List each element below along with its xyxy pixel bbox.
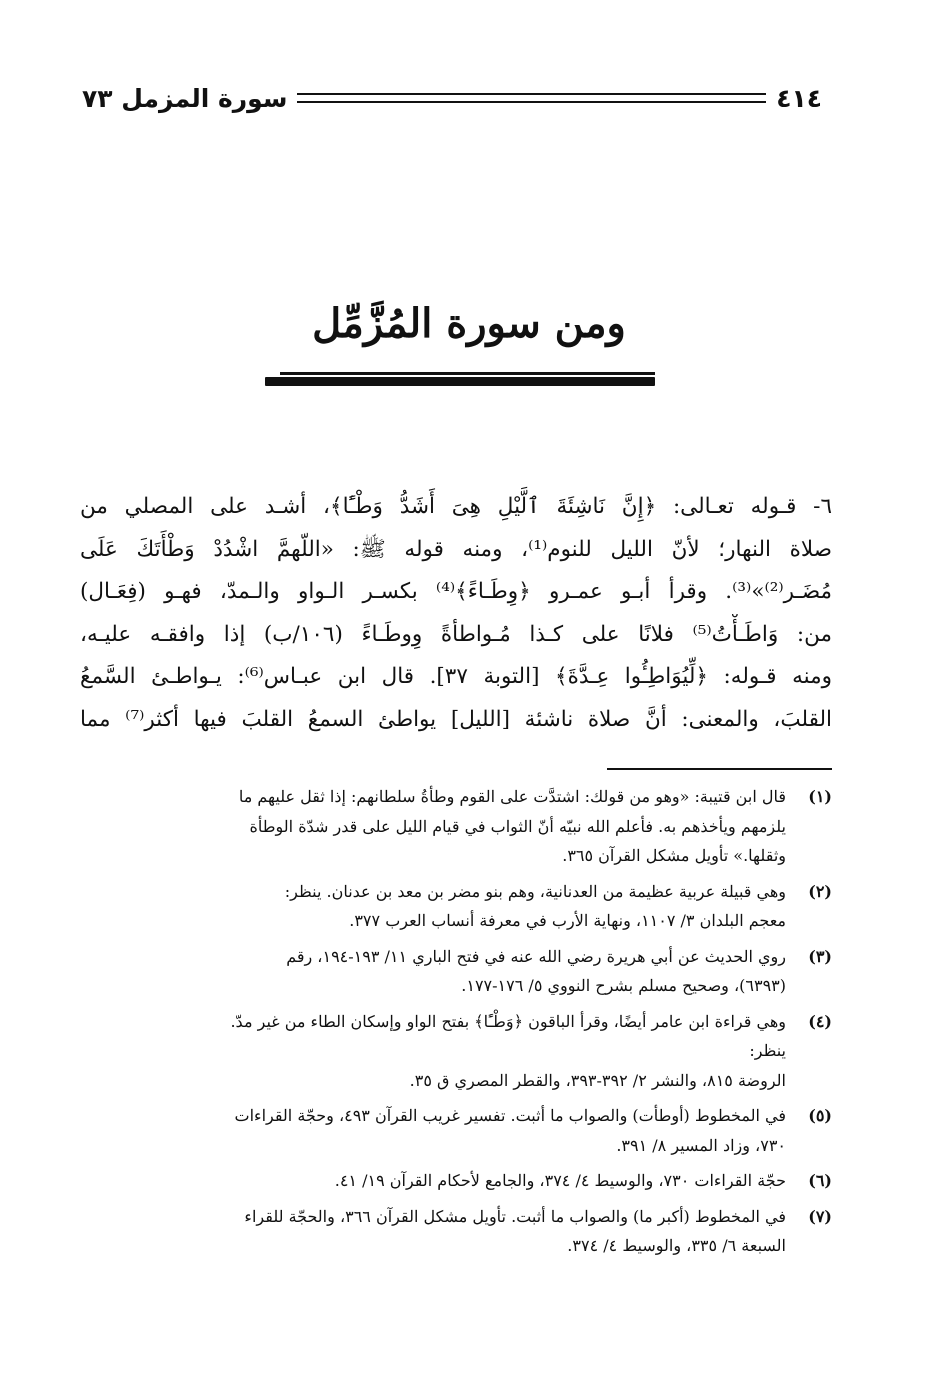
footnote: [80, 942, 832, 1001]
footnote-line: السبعة ٦/ ٣٣٥، والوسيط ٤/ ٣٧٤.: [567, 1236, 786, 1255]
footnote-number: (٧): [808, 1206, 832, 1226]
body-line: صلاة النهار؛ لأنّ الليل للنوم⁽¹⁾، ومنه قوله ﷺ: «اللّهمَّ اشْدُدْ وَطْأَتَكَ عَلَى: [80, 536, 832, 562]
body-line: القلبَ، والمعنى: أنَّ صلاة ناشئة [الليل] يواطئ السمعُ القلبَ فيها أكثر⁽⁷⁾ مما: [80, 706, 832, 732]
body-line: ومنه قـوله: ﴿لِّيُوَاطِـُٔوا عِـدَّةَ﴾ [التوبة ٣٧]. قال ابن عبـاس⁽⁶⁾: يـواطـئ السَّمعُ: [80, 664, 832, 689]
footnote-line: حجّة القراءات ٧٣٠، والوسيط ٤/ ٣٧٤، والجامع لأحكام القرآن ١٩/ ٤١.: [334, 1171, 786, 1190]
footnote-number: (٥): [808, 1106, 832, 1125]
footnote-number: (٤): [808, 1011, 832, 1031]
footnote-line: يلزمهم ويأخذهم به. فأعلم الله نبيّه أنّ الثواب في قيام الليل على قدر شدّة الوطأة: [249, 816, 786, 836]
footnote-body: [80, 1202, 786, 1261]
footnote: [80, 1166, 832, 1196]
footnote-line: في المخطوط (أوطأت) والصواب ما أثبت. تفسير غريب القرآن ٤٩٣، وحجّة القراءات: [234, 1106, 786, 1125]
footnote-separator: [607, 768, 832, 770]
footnote-number: (٢): [808, 881, 832, 901]
footnote-body: [80, 877, 786, 936]
footnote-line: قال ابن قتيبة: «وهو من قولك: اشتدَّت على القوم وطأةُ سلطانهم: إذا ثقل عليهم ما: [238, 787, 786, 806]
footnote: [80, 1101, 832, 1160]
body-line: من: وَاطَـأْتُ⁽⁵⁾ فلانًا على كـذا مُـواطأةً وِوطَـاءً (١٠٦/ب) إذا وافقـه عليـه،: [80, 621, 832, 647]
footnote-line: ينظر:: [749, 1041, 786, 1060]
footnote-number: (١): [808, 787, 832, 806]
footnote-line: ٧٣٠، وزاد المسير ٨/ ٣٩١.: [616, 1135, 786, 1155]
header-rule: [297, 93, 766, 103]
footnote-body: [80, 782, 786, 871]
footnote-body: [80, 942, 786, 1001]
page-header: [82, 78, 822, 118]
body-line: مُضَـر⁽²⁾»⁽³⁾. وقرأ أبـو عمـرو ﴿وِطَـاءً﴾⁽⁴⁾ بكسـر الـواو والـمدّ، فهـو (فِعَـال): [80, 579, 832, 604]
footnote-line: روي الحديث عن أبي هريرة رضي الله عنه في فتح الباري ١١/ ١٩٣-١٩٤، رقم: [286, 946, 786, 966]
title-bar-thin: [280, 372, 655, 375]
footnote-number: (٣): [808, 946, 832, 966]
body-text: [80, 486, 832, 741]
footnote-number: (٦): [808, 1171, 832, 1190]
title-bar-thick: [265, 377, 655, 386]
title-ornament-bar: [265, 372, 655, 386]
footnote-line: معجم البلدان ٣/ ١١٠٧، ونهاية الأرب في معرفة أنساب العرب ٣٧٧.: [349, 911, 786, 930]
footnote-body: [80, 1166, 786, 1196]
footnote: [80, 877, 832, 936]
chapter-title: ومن سورة المُزَّمِّل: [312, 300, 626, 347]
footnote-body: [80, 1007, 786, 1096]
running-title: سورة المزمل ٧٣: [82, 83, 288, 113]
body-line: ٦- قـوله تعـالى: ﴿إِنَّ نَاشِئَةَ ٱلَّيْلِ هِىَ أَشَدُّ وَطْـًٔا﴾، أشـد على المصلي من: [80, 494, 832, 519]
footnote: [80, 782, 832, 871]
footnote-line: وثقلها.» تأويل مشكل القرآن ٣٦٥.: [562, 846, 786, 865]
footnotes: [80, 782, 832, 1267]
footnote: [80, 1007, 832, 1096]
footnote: [80, 1202, 832, 1261]
footnote-line: وهي قبيلة عربية عظيمة من العدنانية، وهم بنو مضر بن معد بن عدنان. ينظر:: [284, 881, 786, 901]
footnote-line: في المخطوط (أكبر ما) والصواب ما أثبت. تأويل مشكل القرآن ٣٦٦، والحجّة للقراء: [244, 1206, 786, 1226]
footnote-line: الروضة ٨١٥، والنشر ٢/ ٣٩٢-٣٩٣، والقطر المصري ق ٣٥.: [409, 1070, 786, 1090]
page-number: ٤١٤: [776, 83, 822, 113]
footnote-line: وهي قراءة ابن عامر أيضًا، وقرأ الباقون ﴿وَطْـًٔا﴾ بفتح الواو وإسكان الطاء من غير مدّ.: [230, 1011, 786, 1031]
footnote-body: [80, 1101, 786, 1160]
footnote-line: (٦٣٩٣)، وصحيح مسلم بشرح النووي ٥/ ١٧٦-١٧٧.: [461, 976, 786, 995]
